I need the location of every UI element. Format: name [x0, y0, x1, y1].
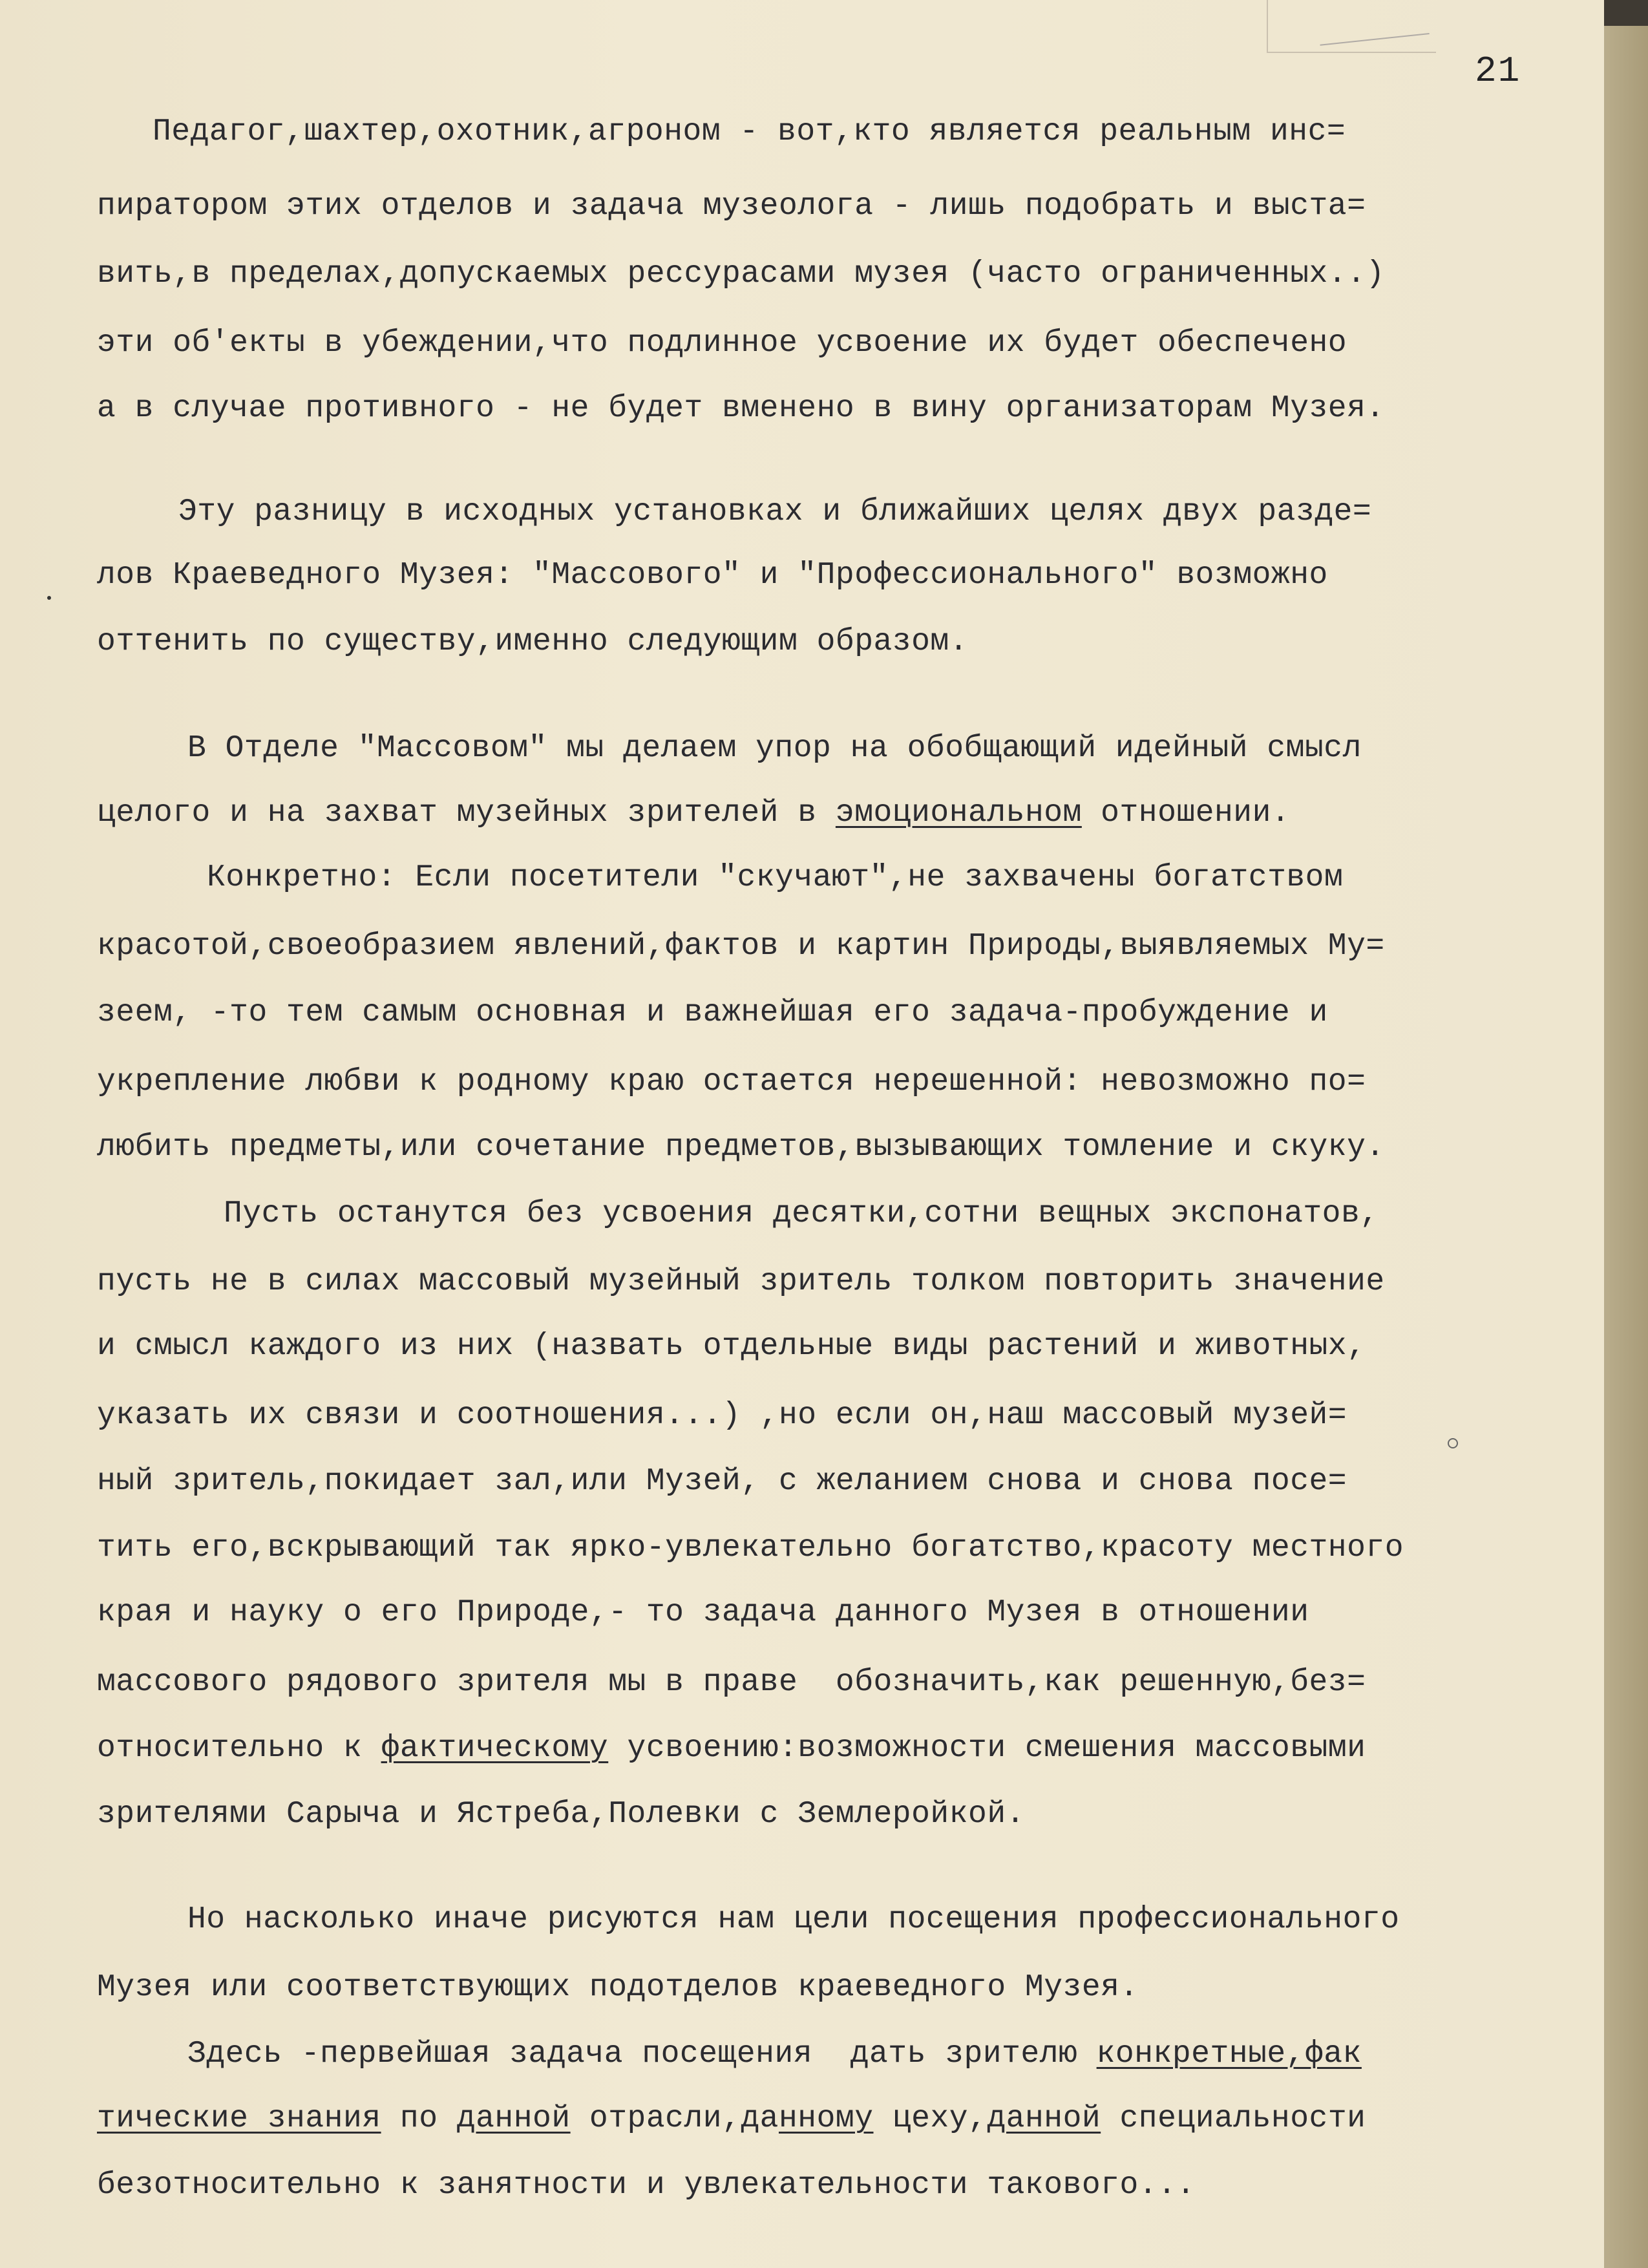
text-line: Пусть останутся без усвоения десятки,сотни вещных экспонатов,	[224, 1196, 1379, 1231]
text-line: безотносительно к занятности и увлекательности такового...	[97, 2168, 1196, 2203]
text-line: Музея или соответствующих подотделов краеведного Музея.	[97, 1970, 1139, 2005]
text-line: вить,в пределах,допускаемых рессурасами музея (часто ограниченных..)	[97, 257, 1385, 291]
text-line: и смысл каждого из них (назвать отдельные виды растений и животных,	[97, 1329, 1366, 1364]
text-line: а в случае противного - не будет вменено в вину организаторам Музея.	[97, 391, 1385, 426]
text-line: относительно к фактическому усвоению:возможности смешения массовыми	[97, 1731, 1366, 1766]
text-line: В Отделе "Массовом" мы делаем упор на обобщающий идейный смысл	[187, 731, 1362, 766]
text-line: пиратором этих отделов и задача музеолога - лишь подобрать и выста=	[97, 189, 1366, 224]
text-line: Здесь -первейшая задача посещения дать зрителю конкретные,фак	[187, 2037, 1362, 2072]
text-line: эти об'екты в убеждении,что подлинное усвоение их будет обеспечено	[97, 326, 1347, 361]
text-line: пусть не в силах массовый музейный зритель толком повторить значение	[97, 1264, 1385, 1299]
ink-circle-mark	[1448, 1438, 1458, 1448]
scan-border	[1604, 0, 1648, 26]
ink-dot	[47, 596, 51, 600]
text-line: оттенить по существу,именно следующим образом.	[97, 624, 969, 659]
text-line: красотой,своеобразием явлений,фактов и картин Природы,выявляемых Му=	[97, 929, 1385, 964]
text-line: указать их связи и соотношения...) ,но если он,наш массовый музей=	[97, 1398, 1347, 1433]
text-line: Конкретно: Если посетители "скучают",не захвачены богатством	[207, 860, 1344, 895]
text-line: Эту разницу в исходных установках и ближайших целях двух разде=	[178, 494, 1372, 529]
page-edge	[1604, 0, 1648, 2268]
text-line: Но насколько иначе рисуются нам цели посещения профессионального	[187, 1902, 1400, 1937]
text-line: тические знания по данной отрасли,данному цеху,данной специальности	[97, 2101, 1366, 2136]
text-line: лов Краеведного Музея: "Массового" и "Профессионального" возможно	[97, 558, 1328, 593]
text-line: Педагог,шахтер,охотник,агроном - вот,кто является реальным инс=	[153, 114, 1346, 149]
page-number: 21	[1475, 50, 1521, 92]
text-line: укрепление любви к родному краю остается нерешенной: невозможно по=	[97, 1065, 1366, 1099]
text-line: зрителями Сарыча и Ястреба,Полевки с Землеройкой.	[97, 1797, 1025, 1832]
text-line: края и науку о его Природе,- то задача данного Музея в отношении	[97, 1595, 1309, 1630]
text-line: массового рядового зрителя мы в праве обозначить,как решенную,без=	[97, 1665, 1366, 1700]
text-line: целого и на захват музейных зрителей в эмоциональном отношении.	[97, 796, 1291, 831]
text-line: зеем, -то тем самым основная и важнейшая его задача-пробуждение и	[97, 995, 1328, 1030]
text-line: любить предметы,или сочетание предметов,вызывающих томление и скуку.	[97, 1130, 1385, 1165]
text-line: ный зритель,покидает зал,или Музей, с желанием снова и снова посе=	[97, 1464, 1347, 1499]
text-line: тить его,вскрывающий так ярко-увлекательно богатство,красоту местного	[97, 1531, 1404, 1565]
